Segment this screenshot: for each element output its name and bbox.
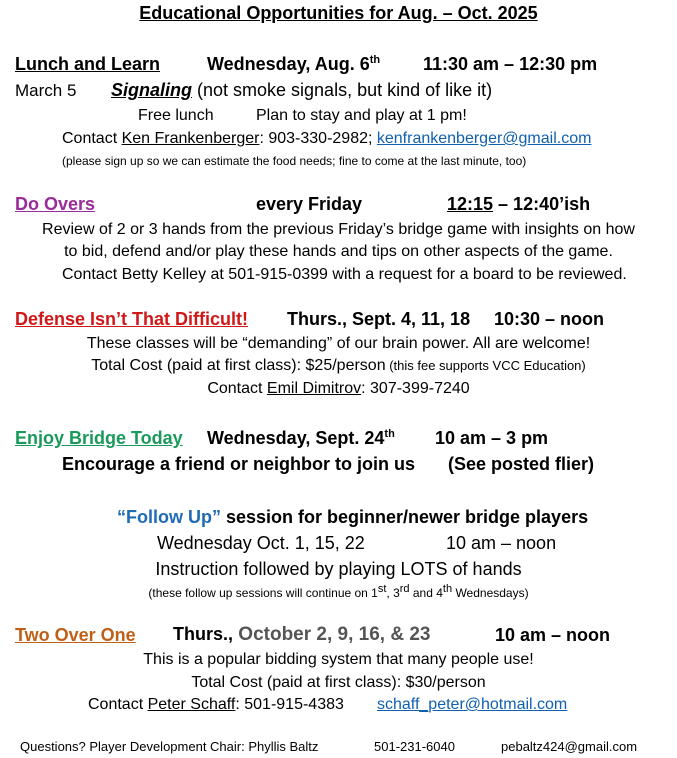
footer-email: pebaltz424@gmail.com (501, 739, 638, 754)
enjoy-heading: Enjoy Bridge Today (15, 428, 183, 448)
followup-time: 10 am – noon (446, 533, 557, 553)
footer-phone: 501-231-6040 (374, 739, 455, 754)
lunch-time: 11:30 am – 12:30 pm (423, 54, 598, 74)
twoover-contact: Contact Peter Schaff: 501-915-4383 (88, 696, 344, 713)
lunch-contact-email[interactable]: kenfrankenberger@gmail.com (376, 130, 592, 147)
twoover-heading: Two Over One (15, 625, 136, 645)
twoover-desc: This is a popular bidding system that many people use! (143, 651, 534, 668)
page-title: Educational Opportunities for Aug. – Oct. 2025 (139, 3, 538, 23)
twoover-contact-name: Peter Schaff (147, 696, 236, 713)
enjoy-time: 10 am – 3 pm (435, 428, 549, 448)
enjoy-day: Wednesday, Sept. 24th (207, 428, 395, 448)
doovers-contact: Contact Betty Kelley at 501-915-0399 with a request for a board to be reviewed. (62, 266, 627, 283)
twoover-time: 10 am – noon (495, 625, 611, 645)
lunch-topic-line: Signaling (not smoke signals, but kind of like it) (111, 80, 493, 100)
doovers-heading: Do Overs (15, 194, 96, 214)
enjoy-line: Encourage a friend or neighbor to join us (62, 454, 416, 474)
lunch-day: Wednesday, Aug. 6th (207, 54, 381, 74)
twoover-cost: Total Cost (paid at first class): $30/person (191, 674, 486, 691)
doovers-time: 12:15 – 12:40’ish (447, 194, 591, 214)
lunch-heading: Lunch and Learn (15, 54, 161, 74)
defense-desc: These classes will be “demanding” of our brain power. All are welcome! (86, 335, 591, 352)
doovers-desc-2: to bid, defend and/or play these hands and tips on other aspects of the game. (64, 243, 613, 260)
lunch-note: (please sign up so we can estimate the food needs; fine to come at the last minute, too) (62, 154, 527, 168)
doovers-desc-1: Review of 2 or 3 hands from the previous Friday’s bridge game with insights on how (42, 221, 635, 238)
defense-cost: Total Cost (paid at first class): $25/person (this fee supports VCC Education) (91, 357, 586, 374)
defense-contact-name: Emil Dimitrov (266, 380, 362, 397)
defense-heading: Defense Isn’t That Difficult! (15, 309, 249, 329)
lunch-topic: Signaling (111, 80, 192, 100)
defense-contact: Contact Emil Dimitrov: 307-399-7240 (207, 380, 470, 397)
doovers-day: every Friday (256, 194, 363, 214)
defense-day: Thurs., Sept. 4, 11, 18 (287, 309, 471, 329)
lunch-contact: Contact Ken Frankenberger: 903-330-2982; kenfrankenberger@gmail.com (62, 130, 592, 147)
enjoy-flier: (See posted flier) (448, 454, 595, 474)
followup-note: (these follow up sessions will continue on 1st, 3rd and 4th Wednesdays) (148, 583, 529, 600)
lunch-contact-name: Ken Frankenberger (121, 130, 260, 147)
lunch-free: Free lunch (138, 107, 214, 124)
twoover-day: Thurs., October 2, 9, 16, & 23 (173, 624, 431, 645)
footer-label: Questions? Player Development Chair: Phyllis Baltz (20, 739, 319, 754)
twoover-contact-email[interactable]: schaff_peter@hotmail.com (377, 696, 568, 713)
followup-heading: “Follow Up” session for beginner/newer bridge players (117, 507, 589, 527)
lunch-plan: Plan to stay and play at 1 pm! (256, 107, 467, 124)
lunch-prev-date: March 5 (15, 81, 77, 100)
followup-desc: Instruction followed by playing LOTS of hands (155, 559, 522, 579)
followup-days: Wednesday Oct. 1, 15, 22 (157, 533, 365, 553)
defense-time: 10:30 – noon (494, 309, 605, 329)
